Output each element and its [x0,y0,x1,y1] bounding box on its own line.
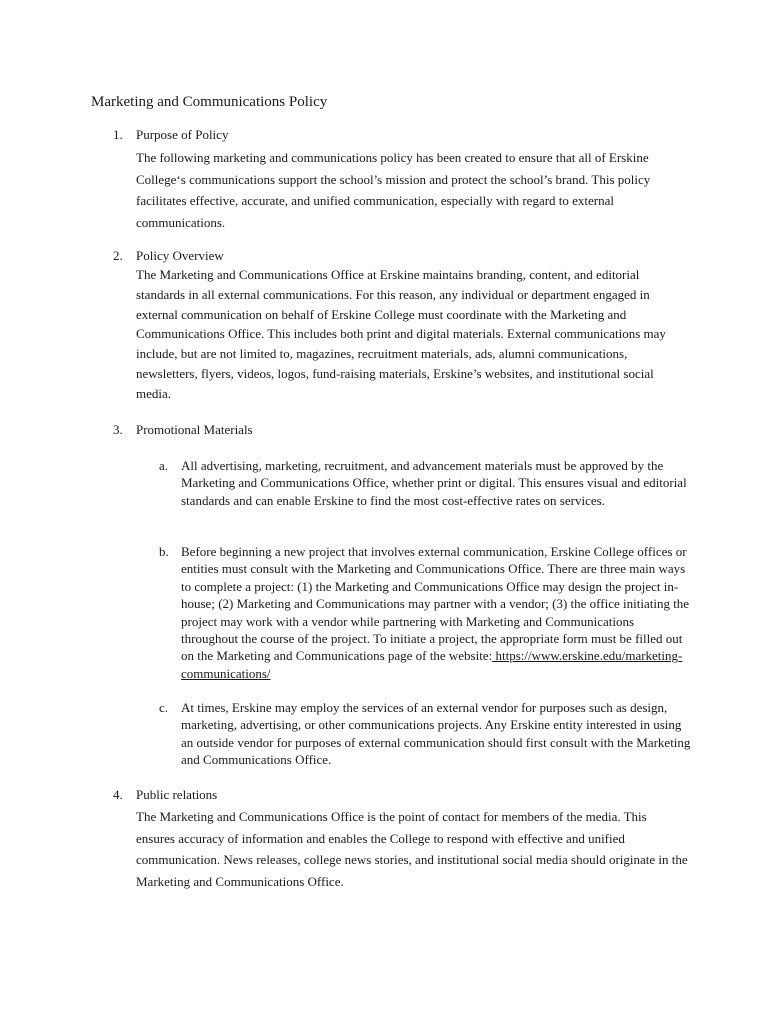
document-title: Marketing and Communications Policy [91,94,328,110]
item-letter: b. [159,544,169,559]
section-heading: Purpose of Policy [136,127,229,142]
item-text: At times, Erskine may employ the services of an external vendor for purposes such as design, marketing, advertising, or other communications projects. Any Erskine entity interested in using an outside vendor for purposes of external communication should first consult with the Marketing and Communications Office. [181,700,691,768]
item-text [181,543,691,682]
section-heading: Policy Overview [136,248,224,263]
section-heading: Promotional Materials [136,422,253,437]
item-text: All advertising, marketing, recruitment, and advancement materials must be approved by the Marketing and Communications Office, whether print or digital. This ensures visual and editorial standards and can enable Erskine to find the most cost-effective rates on services. [181,458,687,508]
item-letter: a. [159,458,169,473]
section-body: The Marketing and Communications Office is the point of contact for members of the media. This ensures accuracy of information and enables the College to respond with effective and unified communication. News releases, college news stories, and institutional social media should originate in the Marketing and Communications Office. [136,809,688,889]
section-number: 2. [113,248,123,263]
section-number: 4. [113,787,123,802]
section-number: 1. [113,127,123,142]
item-letter: c. [159,700,169,715]
section-heading: Public relations [136,787,218,802]
section-body: The Marketing and Communications Office at Erskine maintains branding, content, and editorial standards in all external communications. For this reason, any individual or department engaged in external communication on behalf of Erskine College must coordinate with the Marketing and Communications Office. This includes both print and digital materials. External communications may include, but are not limited to, magazines, recruitment materials, ads, alumni communications, newsletters, flyers, videos, logos, fund-raising materials, Erskine’s websites, and institutional social media. [136,267,666,401]
section-number: 3. [113,422,123,437]
item-text-content: Before beginning a new project that involves external communication, Erskine College offices or entities must consult with the Marketing and Communications Office. There are three main ways to complete a project: (1) the Marketing and Communications Office may design the project in-house; (2) Marketing and Communications may partner with a vendor; (3) the office initiating the project may work with a vendor while partnering with Marketing and Communications throughout the course of the project. To initiate a project, the appropriate form must be filled out on the Marketing and Communications page of the website: [181,544,690,664]
marketing-communications-link[interactable]: https://www.erskine.edu/marketing-communications/ [181,648,683,681]
section-body: The following marketing and communications policy has been created to ensure that all of Erskine College‘s communications support the school’s mission and protect the school’s brand. This policy facilitates effective, accurate, and unified communication, especially with regard to external communications. [136,150,651,230]
